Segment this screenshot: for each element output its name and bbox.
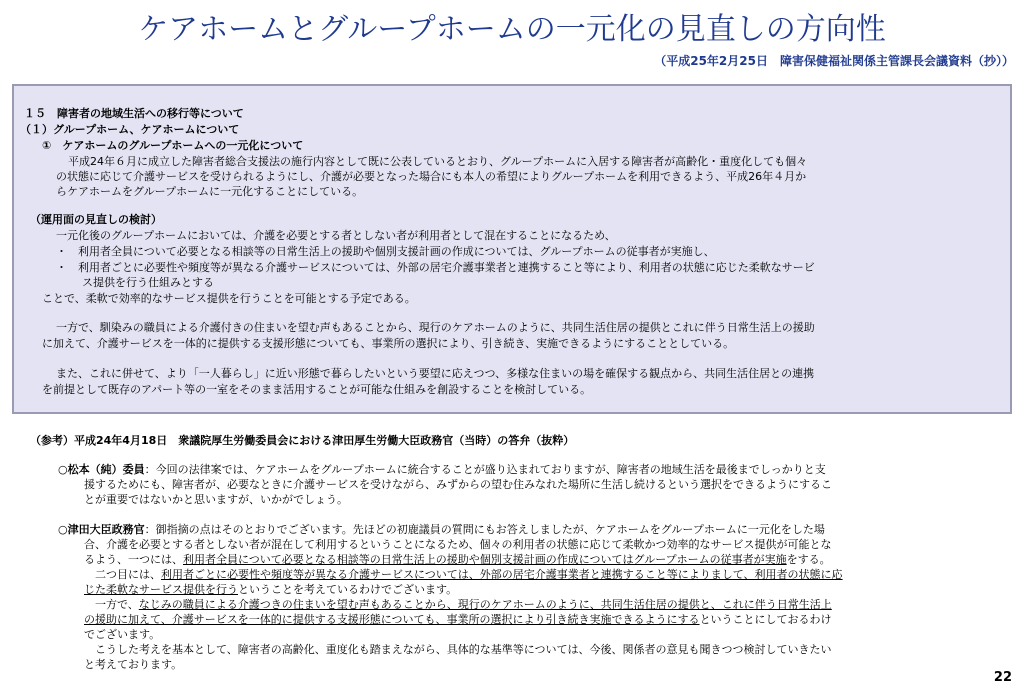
policy-box [12, 84, 1012, 414]
answer-line: 合、介護を必要とする者としない者が混在して利用するということになるため、個々の利用者の状態に応じて柔軟かつ効率的なサービス提供が可能とな [84, 538, 832, 551]
item-heading: ① ケアホームのグループホームへの一元化について [42, 139, 304, 152]
question-line: ○松本（純）委員：今回の法律案では、ケアホームをグループホームに統合することが盛り込まれておりますが、障害者の地域生活を最後までしっかりと支 [58, 463, 826, 476]
paragraph-line: 平成24年６月に成立した障害者総合支援法の施行内容として既に公表しているとおり、グループホームに入居する障害者が高齢化・重度化しても個々 [68, 155, 808, 168]
answer-line: こうした考えを基本として、障害者の高齢化、重度化も踏まえながら、具体的な基準等については、今後、関係者の意見も聞きつつ検討していきたい [84, 643, 832, 656]
answer-line: るよう、一つには、利用者全員について必要となる相談等の日常生活上の援助や個別支援計画の作成についてはグループホームの従事者が実施をする。 [84, 553, 831, 566]
paragraph-line: に加えて、介護サービスを一体的に提供する支援形態についても、事業所の選択により、引き続き、実施できるようにすることとしている。 [42, 337, 735, 350]
answer-line: 二つ目には、利用者ごとに必要性や頻度等が異なる介護サービスについては、外部の居宅介護事業者と連携すること等によりまして、利用者の状態に応 [84, 568, 843, 581]
answer-line: の援助に加えて、介護サービスを一体的に提供する支援形態についても、事業所の選択により引き続き実施できるようにするということにしておるわけ [84, 613, 832, 626]
bullet-line: ・ 利用者全員について必要となる相談等の日常生活上の援助や個別支援計画の作成については、グループホームの従事者が実施し、 [56, 245, 715, 258]
source-note: （平成25年2月25日 障害保健福祉関係主管課長会議資料（抄）） [654, 54, 1014, 68]
paragraph-line: 一方で、馴染みの職員による介護付きの住まいを望む声もあることから、現行のケアホームのように、共同生活住居の提供とこれに伴う日常生活上の援助 [56, 321, 815, 334]
section-heading: １５ 障害者の地域生活への移行等について [24, 107, 244, 120]
paragraph-line: また、これに併せて、より「一人暮らし」に近い形態で暮らしたいという要望に応えつつ、多様な住まいの場を確保する観点から、共同生活住居との連携 [56, 367, 815, 380]
page-title: ケアホームとグループホームの一元化の見直しの方向性 [138, 12, 886, 47]
page-number: 22 [993, 670, 1012, 685]
question-line: 援するためにも、障害者が、必要なときに介護サービスを受けながら、みずからの望む住みなれた場所に生活し続けるという選択をできるようにするこ [84, 478, 832, 491]
paragraph-line: の状態に応じて介護サービスを受けられるようにし、介護が必要となった場合にも本人の希望によりグループホームを利用できるよう、平成26年４月か [56, 170, 807, 183]
answer-line: ○津田大臣政務官：御指摘の点はそのとおりでございます。先ほどの初鹿議員の質問にもお答えしましたが、ケアホームをグループホームに一元化をした場 [58, 523, 825, 536]
answer-line: でございます。 [84, 628, 161, 641]
answer-line: じた柔軟なサービス提供を行うということを考えているわけでございます。 [84, 583, 458, 596]
paragraph-line: を前提として既存のアパート等の一室をそのまま活用することが可能な仕組みを創設することを検討している。 [42, 383, 592, 396]
paragraph-line: らケアホームをグループホームに一元化することにしている。 [56, 185, 364, 198]
subsection-heading: （１）グループホーム、ケアホームについて [20, 123, 240, 136]
bullet-line: ス提供を行う仕組みとする [82, 276, 214, 289]
answer-line: 一方で、なじみの職員による介護つきの住まいを望む声もあることから、現行のケアホームのように、共同生活住居の提供と、これに伴う日常生活上 [84, 598, 832, 611]
question-line: とが重要ではないかと思いますが、いかがでしょう。 [84, 493, 348, 506]
paragraph-line: ことで、柔軟で効率的なサービス提供を行うことを可能とする予定である。 [42, 292, 416, 305]
questioner-name: ○松本（純）委員 [58, 463, 145, 476]
bullet-line: ・ 利用者ごとに必要性や頻度等が異なる介護サービスについては、外部の居宅介護事業者と連携すること等により、利用者の状態に応じた柔軟なサービ [56, 261, 815, 274]
reference-heading: （参考）平成24年4月18日 衆議院厚生労働委員会における津田厚生労働大臣政務官（当時）の答弁（抜粋） [30, 434, 575, 447]
answer-line: と考えております。 [84, 658, 183, 671]
respondent-name: ○津田大臣政務官 [58, 523, 145, 536]
review-heading: （運用面の見直しの検討） [30, 213, 162, 226]
paragraph-line: 一元化後のグループホームにおいては、介護を必要とする者としない者が利用者として混在することになるため、 [56, 229, 616, 242]
